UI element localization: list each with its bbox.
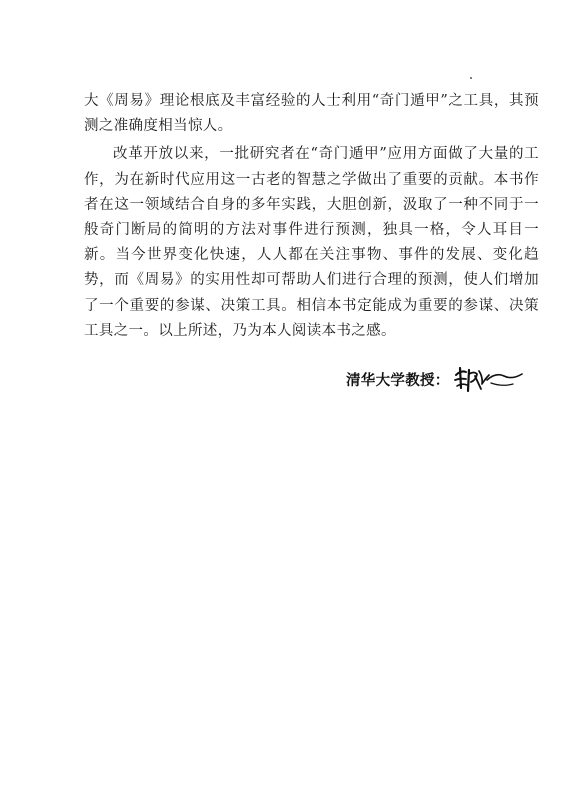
signature-block (346, 362, 546, 396)
handwritten-signature (452, 362, 526, 396)
paragraph-2: 改革开放以来，一批研究者在“奇门遁甲”应用方面做了大量的工作，为在新时代应用这一古老的智慧之学做出了重要的贡献。本书作者在这一领域结合自身的多年实践，大胆创新，汲取了一种不同于一般奇门断局的简明的方法对事件进行预测，独具一格，令人耳目一新。当今世界变化快速，人人都在关注事物、事件的发展、变化趋势，而《周易》的实用性却可帮助人们进行合理的预测，使人们增加了一个重要的参谋、决策工具。相信本书定能成为重要的参谋、决策工具之一。以上所述，乃为本人阅读本书之感。 (84, 146, 539, 339)
scan-speck (470, 77, 472, 79)
body-text (84, 89, 539, 347)
signature-label: 清华大学教授： (346, 372, 450, 389)
paragraph-1: 大《周易》理论根底及丰富经验的人士利用“奇门遁甲”之工具，其预测之准确度相当惊人。 (84, 93, 539, 135)
